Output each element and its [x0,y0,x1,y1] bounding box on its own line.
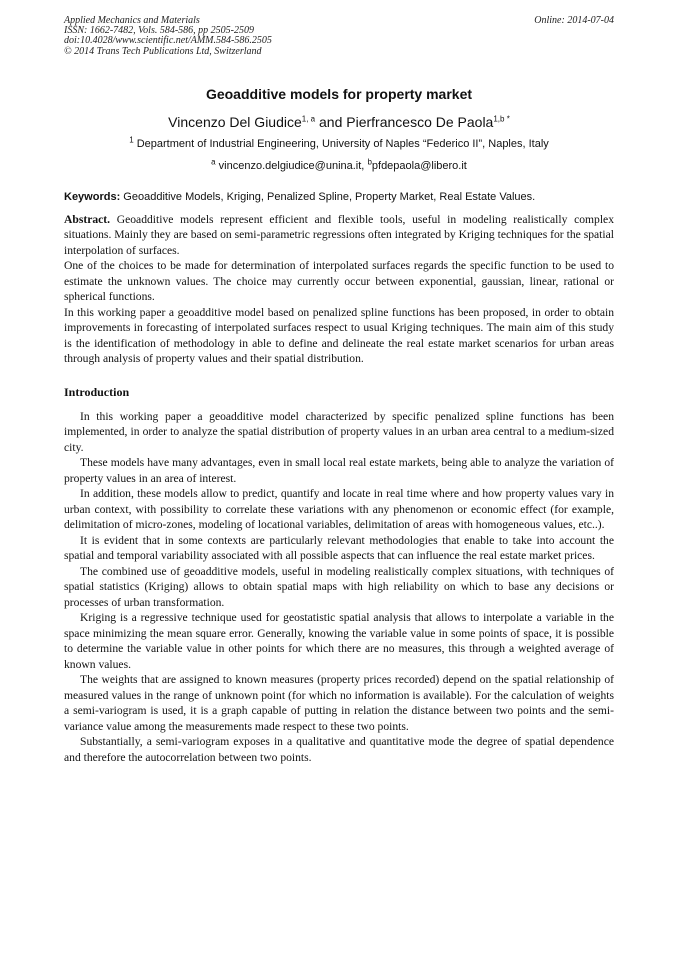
intro-paragraph: Kriging is a regressive technique used for geostatistic spatial analysis that allows to interpolate a variable in the space minimizing the mean square error. Generally, knowing the variable value in some points of space, it is possible to determine the variable value in other points for which there are no measures, this through a weighted average of known values. [64,611,614,671]
journal-issn: ISSN: 1662-7482, Vols. 584-586, pp 2505-2509 [64,25,254,37]
affiliation-mark: 1 [129,135,134,145]
introduction-body [64,409,614,766]
journal-copyright: © 2014 Trans Tech Publications Ltd, Switzerland [64,45,262,57]
keywords [64,191,614,203]
author-line [64,114,614,130]
email-b[interactable]: pfdepaola@libero.it [371,159,467,172]
intro-paragraph: It is evident that in some contexts are particularly relevant methodologies that enable to take into account the spatial and temporal variability associated with all possible aspects that can influence the real estate market prices. [64,533,614,563]
paper-page [64,16,614,765]
author-2: Pierfrancesco De Paola [346,113,494,130]
author-conjunction: and [315,113,347,130]
intro-paragraph: These models have many advantages, even in small local real estate markets, being able to analyze the variation of property values in an area of interest. [64,456,614,485]
email-a-mark: a [211,157,216,167]
keywords-label: Keywords: [64,190,121,203]
author-emails [64,157,614,172]
affiliation [64,135,614,150]
email-b-mark: b [367,157,372,167]
abstract-label: Abstract. [64,212,111,226]
journal-header [64,16,614,57]
journal-doi: doi:10.4028/www.scientific.net/AMM.584-586.2505 [64,35,272,47]
journal-name: Applied Mechanics and Materials [64,15,200,26]
author-2-affiliation-mark: 1,b * [493,114,510,124]
abstract-paragraph-1 [64,212,614,259]
abstract-text-1: Geoadditive models represent efficient and flexible tools, useful in modeling realistically complex situations. Mainly they are based on semi-parametric regressions often integrated by Kriging techniques for the spatial interpolation of surfaces. [64,212,614,257]
email-a[interactable]: vincenzo.delgiudice@unina.it, [215,159,368,172]
author-1: Vincenzo Del Giudice [168,113,302,130]
abstract-paragraph-2: One of the choices to be made for determination of interpolated surfaces regards the specific function to be used to estimate the unknown values. The choice may currently occur between exponential, gaussian, linear, rational or spherical functions. [64,259,614,304]
section-heading-introduction: Introduction [64,384,130,399]
paper-title: Geoadditive models for property market [205,85,473,102]
keywords-text: Geoadditive Models, Kriging, Penalized Spline, Property Market, Real Estate Values. [120,190,536,203]
intro-paragraph: In this working paper a geoadditive model characterized by specific penalized spline functions has been implemented, in order to analyze the spatial distribution of property values in an urban area central to a medium-sized city. [64,409,614,454]
intro-paragraph: The weights that are assigned to known measures (property prices recorded) depend on the spatial relationship of measured values in the range of unknown point (for which no information is available). For the calculation of weights a semi-variogram is used, it is a graph capable of putting in relation the distance between two points and the semi-variance value among the measurements made respect to these two points. [64,673,614,733]
online-date: Online: 2014-07-04 [534,15,614,26]
abstract [64,212,614,367]
intro-paragraph: Substantially, a semi-variogram exposes in a qualitative and quantitative mode the degree of spatial dependence and therefore the autocorrelation between two points. [64,735,614,764]
intro-paragraph: In addition, these models allow to predict, quantify and locate in real time where and how property values vary in urban context, with possibility to correlate these variations with any phenomenon or economic effect (for example, delimitation of micro-zones, modeling of locational variables, delimitation of areas with homogeneous values, etc..). [64,487,614,532]
author-1-affiliation-mark: 1, a [301,114,316,124]
intro-paragraph: The combined use of geoadditive models, useful in modeling realistically complex situations, with techniques of spatial statistics (Kriging) allows to obtain spatial maps with high reliability on which to base any decisions or processes of urban transformation. [64,564,614,609]
affiliation-text: Department of Industrial Engineering, University of Naples “Federico II”, Naples, Italy [133,137,549,150]
abstract-paragraph-3: In this working paper a geoadditive model based on penalized spline functions has been proposed, in order to obtain improvements in forecasting of interpolated surfaces respect to usual Kriging techniques. The main aim of this study is the identification of methodology in able to define and delineate the real estate market scenarios for urban areas through analysis of property values and their spatial distribution. [64,305,614,366]
